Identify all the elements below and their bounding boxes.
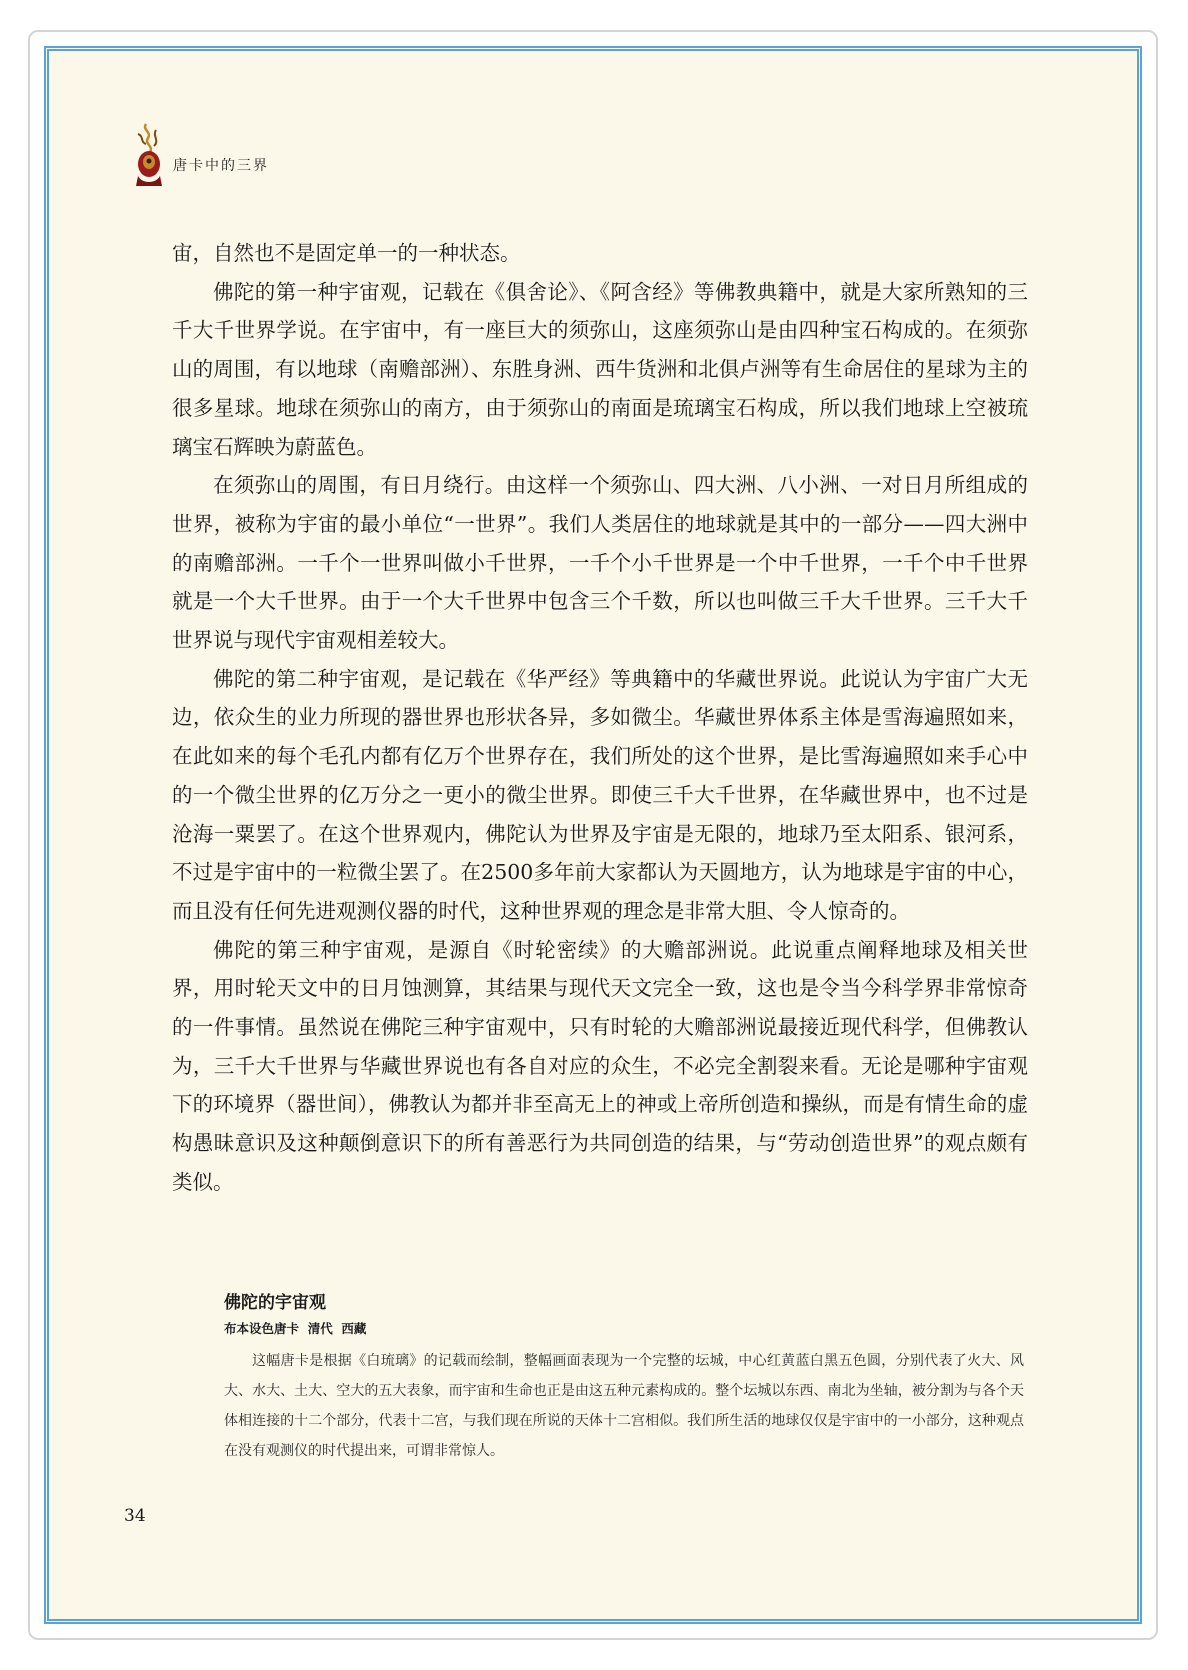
caption-subtitle: 布本设色唐卡 清代 西藏 [224,1321,367,1336]
caption-text: 这幅唐卡是根据《白琉璃》的记载而绘制，整幅画面表现为一个完整的坛城，中心红黄蓝白黑五色圆，分别代表了火大、风大、水大、土大、空大的五大表象，而宇宙和生命也正是由这五种元素构成的。整个坛城以东西、南北为坐轴，被分割为与各个天体相连接的十二个部分，代表十二宫，与我们现在所说的天体十二宫相似。我们所生活的地球仅仅是宇宙中的一小部分，这种观点在没有观测仪的时代提出来，可谓非常惊人。 [224,1353,1024,1459]
caption-title: 佛陀的宇宙观 [224,1293,326,1313]
body-text [172,234,1028,1202]
paragraph-continuation: 宙，自然也不是固定单一的一种状态。 [172,241,521,265]
tibetan-ornament-icon [132,120,166,190]
paragraph: 佛陀的第二种宇宙观，是记载在《华严经》等典籍中的华藏世界说。此说认为宇宙广大无边，依众生的业力所现的器世界也形状各异，多如微尘。华藏世界体系主体是雪海遍照如来，在此如来的每个毛孔内都有亿万个世界存在，我们所处的这个世界，是比雪海遍照如来手心中的一个微尘世界的亿万分之一更小的微尘世界。即使三千大千世界，在华藏世界中，也不过是沧海一粟罢了。在这个世界观内，佛陀认为世界及宇宙是无限的，地球乃至太阳系、银河系，不过是宇宙中的一粒微尘罢了。在2500多年前大家都认为天圆地方，认为地球是宇宙的中心，而且没有任何先进观测仪器的时代，这种世界观的理念是非常大胆、令人惊奇的。 [172,666,1028,923]
paragraph: 佛陀的第三种宇宙观，是源自《时轮密续》的大赡部洲说。此说重点阐释地球及相关世界，用时轮天文中的日月蚀测算，其结果与现代天文完全一致，这也是令当今科学界非常惊奇的一件事情。虽然说在佛陀三种宇宙观中，只有时轮的大赡部洲说最接近现代科学，但佛教认为，三千大千世界与华藏世界说也有各自对应的众生，不必完全割裂来看。无论是哪种宇宙观下的环境界（器世间），佛教认为都并非至高无上的神或上帝所创造和操纵，而是有情生命的虚构愚昧意识及这种颠倒意识下的所有善恶行为共同创造的结果，与“劳动创造世界”的观点颇有类似。 [172,937,1028,1194]
paragraph: 佛陀的第一种宇宙观，记载在《俱舍论》、《阿含经》等佛教典籍中，就是大家所熟知的三千大千世界学说。在宇宙中，有一座巨大的须弥山，这座须弥山是由四种宝石构成的。在须弥山的周围，有以地球（南赡部洲）、东胜身洲、西牛货洲和北俱卢洲等有生命居住的星球为主的很多星球。地球在须弥山的南方，由于须弥山的南面是琉璃宝石构成，所以我们地球上空被琉璃宝石辉映为蔚蓝色。 [172,279,1028,459]
page-number: 34 [124,1506,146,1526]
running-header-title: 唐卡中的三界 [173,158,269,174]
paragraph: 在须弥山的周围，有日月绕行。由这样一个须弥山、四大洲、八小洲、一对日月所组成的世界，被称为宇宙的最小单位“一世界”。我们人类居住的地球就是其中的一部分——四大洲中的南赡部洲。一千个一世界叫做小千世界，一千个小千世界是一个中千世界，一千个中千世界就是一个大千世界。由于一个大千世界中包含三个千数，所以也叫做三千大千世界。三千大千世界说与现代宇宙观相差较大。 [172,473,1028,653]
